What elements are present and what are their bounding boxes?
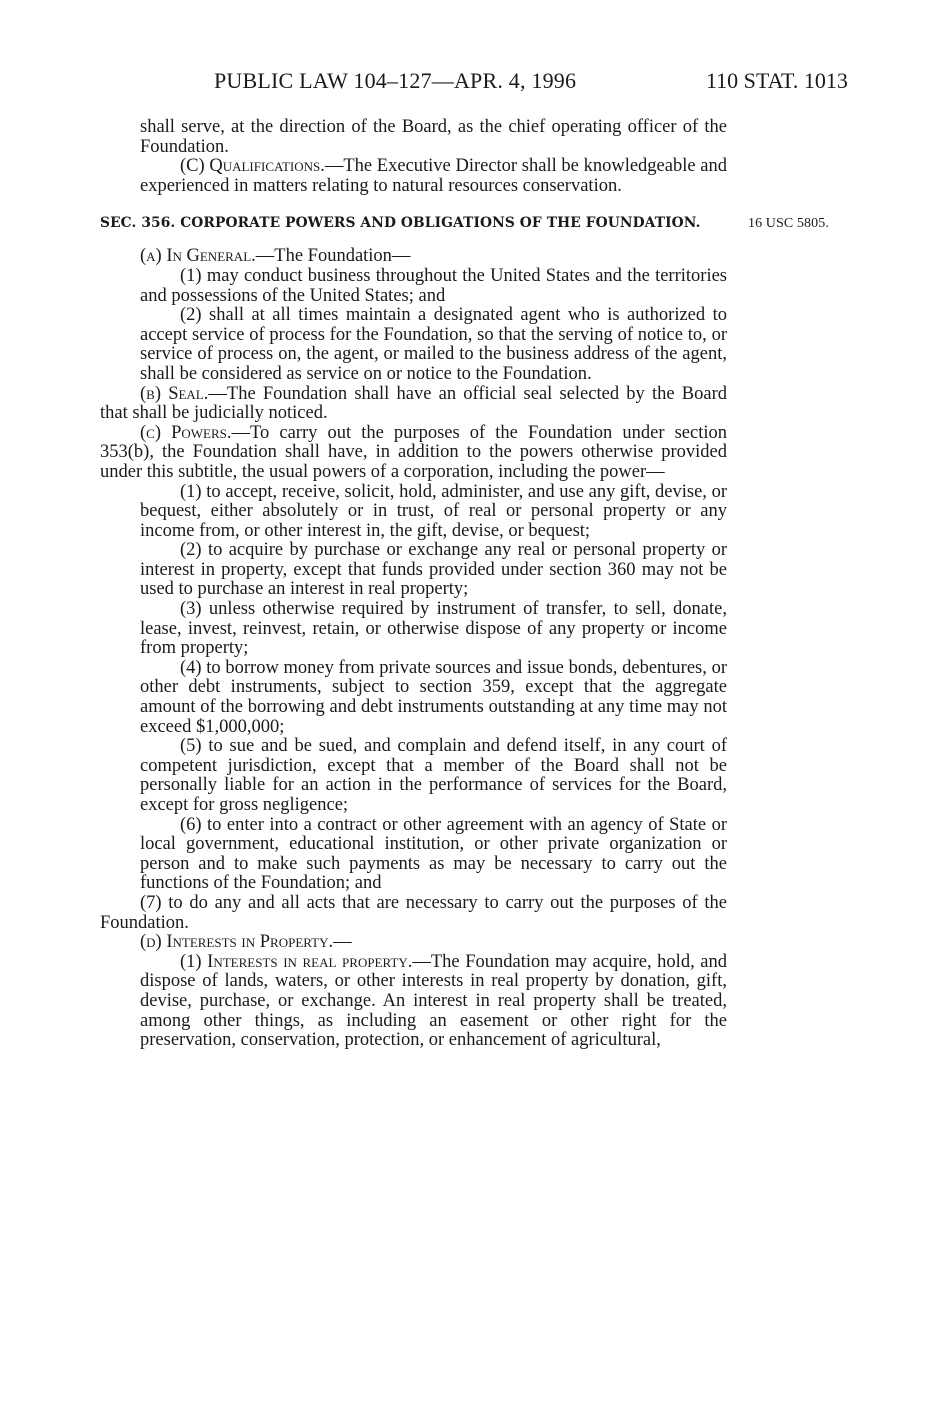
running-header xyxy=(0,68,946,98)
subsection-c-item-4: (4) to borrow money from private sources and issue bonds, debentures, or other debt instruments, subject to section 359, except that the aggregate amount of the borrowing and debt instruments outstanding at any time may not exceed $1,000,000; xyxy=(140,657,727,737)
law-title: PUBLIC LAW 104–127—APR. 4, 1996 xyxy=(214,68,577,93)
subsection-b xyxy=(100,385,727,424)
subsection-a-item-1: (1) may conduct business throughout the United States and the territories and possessions of the United States; and xyxy=(140,265,727,306)
subsection-c-item-2: (2) to acquire by purchase or exchange any real or personal property or interest in property, except that funds provided under section 360 may not be used to purchase an interest in real property; xyxy=(140,540,727,600)
qualifications-label: (C) Qualifications. xyxy=(180,156,325,177)
subsection-b-text: —The Foundation shall have an official seal selected by the Board that shall be judicially noticed. xyxy=(100,383,728,424)
subsection-c xyxy=(100,424,727,483)
subsection-a xyxy=(100,247,727,267)
subsection-c-item-6: (6) to enter into a contract or other agreement with an agency of State or local government, educational institution, or other private organization or person and to make such payments as may be necessary to carry out the functions of the Foundation; and xyxy=(140,814,727,894)
subsection-a-label: (a) In General. xyxy=(140,246,256,267)
subsection-c-item-3: (3) unless otherwise required by instrument of transfer, to sell, donate, lease, invest, reinvest, retain, or otherwise dispose of any property or income from property; xyxy=(140,599,727,659)
subsection-c-label: (c) Powers. xyxy=(140,422,232,443)
qualifications-paragraph xyxy=(100,157,727,196)
subsection-a-text: —The Foundation— xyxy=(255,246,411,267)
qualifications-text: —The Executive Director shall be knowledgeable and experienced in matters relating to natural resources conservation. xyxy=(140,156,727,196)
subsection-d-text: — xyxy=(333,932,352,953)
continuation-paragraph: shall serve, at the direction of the Board, as the chief operating officer of the Foundation. xyxy=(140,117,727,157)
usc-margin-note: 16 USC 5805. xyxy=(748,216,829,232)
subsection-d-item-1-label: (1) Interests in real property. xyxy=(180,951,413,972)
subsection-d-label: (d) Interests in Property. xyxy=(140,932,334,953)
subsection-d-item-1 xyxy=(100,953,727,1051)
subsection-d xyxy=(100,933,727,953)
section-heading-text: SEC. 356. CORPORATE POWERS AND OBLIGATIONS OF THE FOUNDATION. xyxy=(100,215,701,232)
section-heading xyxy=(100,214,829,233)
subsection-b-label: (b) Seal. xyxy=(140,383,209,404)
subsection-c-item-1: (1) to accept, receive, solicit, hold, administer, and use any gift, devise, or bequest, either absolutely or in trust, of real or personal property or any income from, or other interest in, the gift, devise, or bequest; xyxy=(140,481,727,541)
page-body xyxy=(100,117,829,1051)
stat-page-number: 110 STAT. 1013 xyxy=(706,68,848,93)
subsection-c-text: —To carry out the purposes of the Foundation under section 353(b), the Foundation shall have, in addition to the powers otherwise provided under this subtitle, the usual powers of a corporation, including the power— xyxy=(100,422,727,482)
subsection-c-item-7: (7) to do any and all acts that are necessary to carry out the purposes of the Foundation. xyxy=(100,892,727,933)
subsection-a-item-2: (2) shall at all times maintain a designated agent who is authorized to accept service of process for the Foundation, so that the serving of notice to, or service of process on, the agent, or mailed to the business address of the agent, shall be considered as service on or notice to the Foundation. xyxy=(140,305,727,384)
subsection-d-item-1-text: —The Foundation may acquire, hold, and dispose of lands, waters, or other interests in real property by donation, gift, devise, purchase, or exchange. An interest in real property shall be treated, among other things, as including an easement or other right for the preservation, conservation, protection, or enhancement of agricultural, xyxy=(140,951,727,1051)
subsection-c-item-5: (5) to sue and be sued, and complain and defend itself, in any court of competent jurisdiction, except that a member of the Board shall not be personally liable for an action in the performance of services for the Board, except for gross negligence; xyxy=(140,736,727,815)
